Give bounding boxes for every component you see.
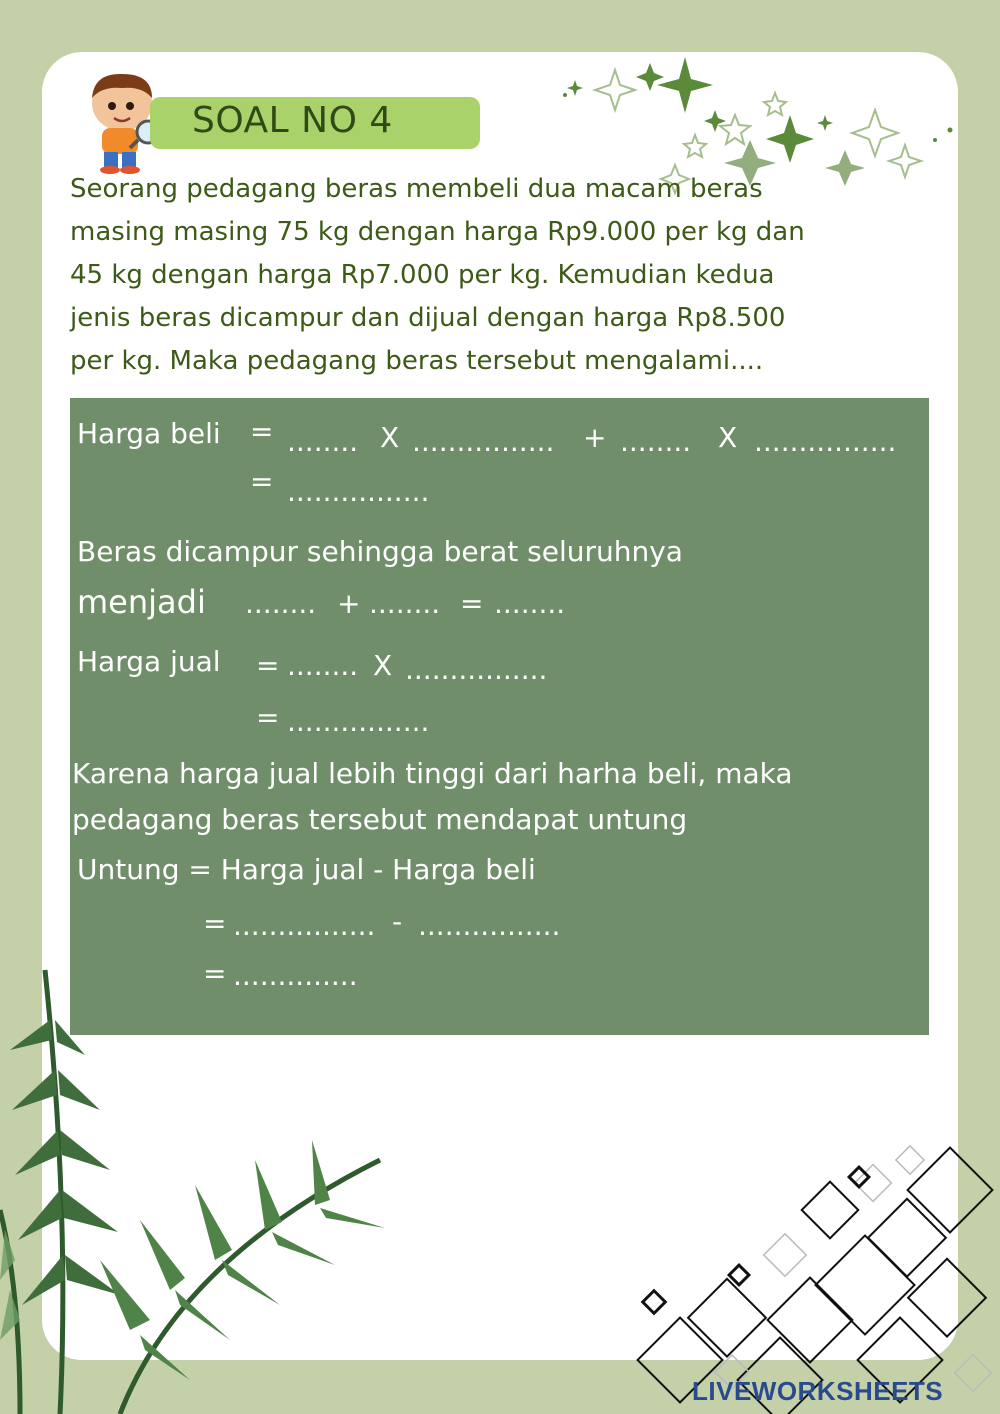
blank-field[interactable]: ........: [494, 587, 566, 620]
equals-sign: =: [203, 957, 227, 990]
menjadi-label: menjadi: [77, 583, 206, 621]
question-line: masing masing 75 kg dengan harga Rp9.000 per kg dan: [70, 217, 805, 247]
blank-field[interactable]: ................: [287, 475, 430, 508]
blank-field[interactable]: ........: [287, 425, 359, 458]
blank-field[interactable]: ..............: [233, 959, 358, 992]
blank-field[interactable]: ................: [754, 425, 897, 458]
equals-sign: =: [250, 465, 274, 498]
blank-field[interactable]: ................: [412, 425, 555, 458]
blank-field[interactable]: ................: [233, 909, 376, 942]
question-line: 45 kg dengan harga Rp7.000 per kg. Kemudian kedua: [70, 260, 775, 290]
karena-text: Karena harga jual lebih tinggi dari harha beli, maka: [72, 757, 793, 790]
page-title: SOAL NO 4: [192, 100, 393, 141]
equals-sign: =: [256, 701, 280, 734]
beras-dicampur-text: Beras dicampur sehingga berat seluruhnya: [77, 535, 683, 568]
harga-beli-label: Harga beli: [77, 417, 221, 450]
blank-field[interactable]: ................: [405, 653, 548, 686]
times-sign: X: [718, 421, 738, 454]
question-text: [70, 168, 940, 383]
blank-field[interactable]: ........: [620, 425, 692, 458]
times-sign: X: [373, 649, 393, 682]
blank-field[interactable]: ........: [369, 587, 441, 620]
blank-field[interactable]: ........: [287, 649, 359, 682]
question-line: per kg. Maka pedagang beras tersebut mengalami....: [70, 346, 764, 376]
blank-field[interactable]: ................: [287, 705, 430, 738]
minus-sign: -: [392, 905, 403, 938]
harga-jual-label: Harga jual: [77, 645, 221, 678]
plus-sign: +: [337, 587, 361, 620]
karena-text: pedagang beras tersebut mendapat untung: [72, 803, 688, 836]
liveworksheets-logo: LIVEWORKSHEETS: [692, 1376, 944, 1406]
equals-sign: =: [256, 649, 280, 682]
equals-sign: =: [203, 907, 227, 940]
blank-field[interactable]: ........: [245, 587, 317, 620]
equals-sign: =: [250, 415, 274, 448]
question-line: Seorang pedagang beras membeli dua macam beras: [70, 174, 763, 204]
equals-sign: =: [460, 587, 484, 620]
diamond-pattern-icon: [590, 1130, 1000, 1414]
blank-field[interactable]: ................: [418, 909, 561, 942]
plus-sign: +: [583, 421, 607, 454]
question-line: jenis beras dicampur dan dijual dengan harga Rp8.500: [70, 303, 786, 333]
times-sign: X: [380, 421, 400, 454]
palm-leaves-icon: [0, 957, 460, 1414]
untung-formula: Untung = Harga jual - Harga beli: [77, 853, 536, 886]
